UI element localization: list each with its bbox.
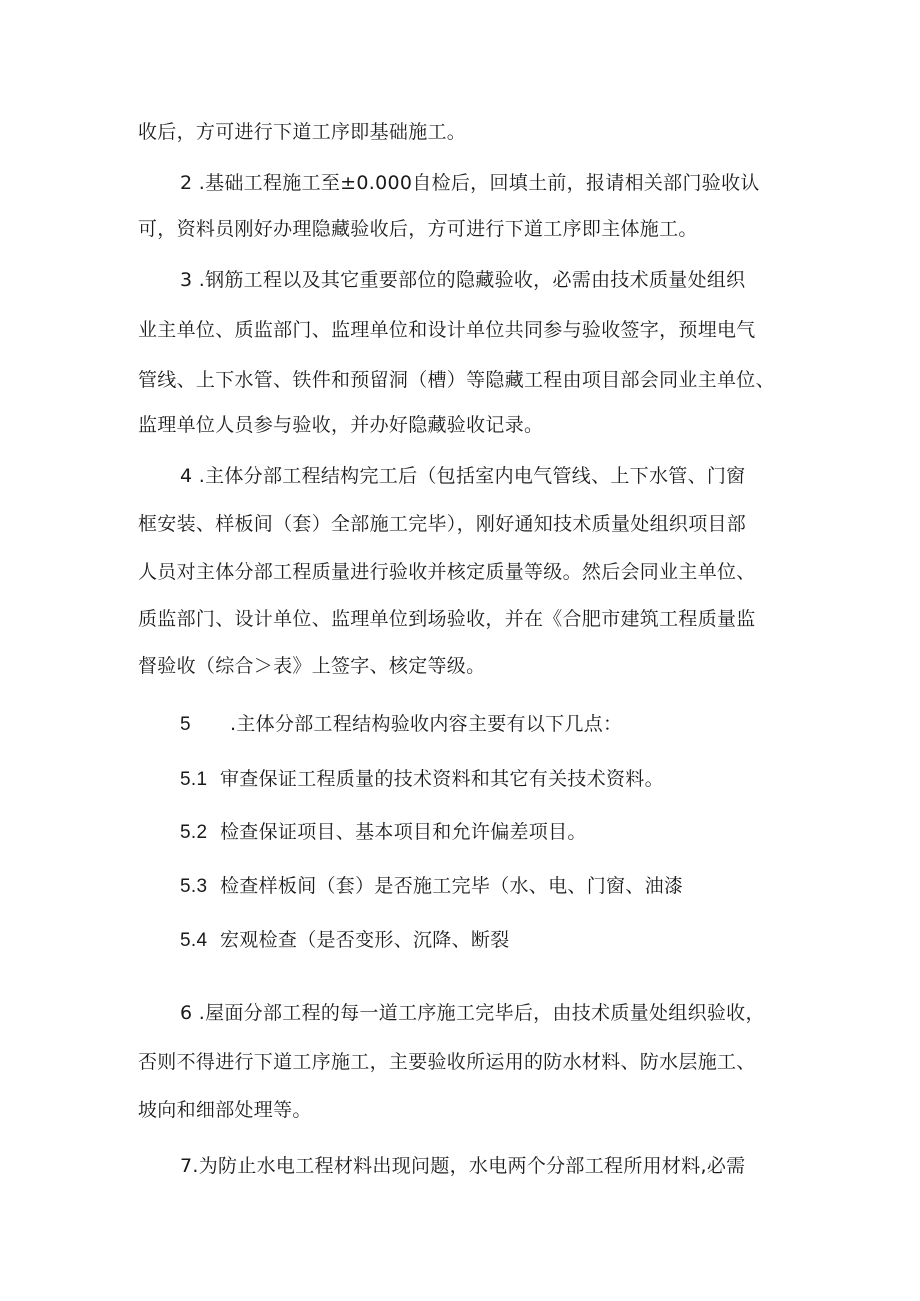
subitem-number: 5.1 [180,769,208,790]
paragraph-line: 监理单位人员参与验收，并办好隐藏验收记录。 [138,414,544,436]
subitem-number: 5.3 [180,876,208,897]
subitem-line [180,874,683,899]
subitem-line [180,928,510,953]
paragraph-line: 6 .屋面分部工程的每一道工序施工完毕后，由技术质量处组织验收， [180,1002,765,1024]
paragraph-line: 2 .基础工程施工至±0.000自检后，回填土前，报请相关部门验收认 [180,172,760,194]
paragraph-line: 可，资料员刚好办理隐藏验收后，方可进行下道工序即主体施工。 [138,218,698,240]
subitem-text: 审查保证工程质量的技术资料和其它有关技术资料。 [220,768,664,790]
paragraph-line: 管线、上下水管、铁件和预留洞（槽）等隐藏工程由项目部会同业主单位、 [138,369,775,391]
paragraph-line: 3 .钢筋工程以及其它重要部位的隐藏验收，必需由技术质量处组织 [180,269,746,291]
subitem-number: 5.2 [180,822,208,843]
paragraph-line: 框安装、样板间（套）全部施工完毕），刚好通知技术质量处组织项目部 [138,513,747,535]
item-text: .主体分部工程结构验收内容主要有以下几点： [230,713,623,735]
subitem-line [180,820,587,845]
paragraph-line: 收后，方可进行下道工序即基础施工。 [138,121,467,143]
subitem-text: 宏观检查（是否变形、沉降、断裂 [220,929,510,951]
paragraph-line: 质监部门、设计单位、监理单位到场验收，并在《合肥市建筑工程质量监 [138,608,756,630]
paragraph-line: 业主单位、质监部门、监理单位和设计单位共同参与验收签字，预埋电气 [138,319,756,341]
subitem-number: 5.4 [180,930,208,951]
item-5-line [180,712,622,737]
paragraph-line: 否则不得进行下道工序施工，主要验收所运用的防水材料、防水层施工、 [138,1051,756,1073]
paragraph-line: 督验收（综合＞表》上签字、核定等级。 [138,655,486,677]
paragraph-line: 4 .主体分部工程结构完工后（包括室内电气管线、上下水管、门窗 [180,465,746,487]
subitem-text: 检查保证项目、基本项目和允许偏差项目。 [220,821,587,843]
subitem-line [180,767,664,792]
paragraph-line: 人员对主体分部工程质量进行验收并核定质量等级。然后会同业主单位、 [138,561,756,583]
subitem-text: 检查样板间（套）是否施工完毕（水、电、门窗、油漆 [220,875,684,897]
paragraph-line: 7.为防止水电工程材料出现问题，水电两个分部工程所用材料,必需 [180,1155,746,1177]
item-number: 5 [180,714,191,735]
paragraph-line: 坡向和细部处理等。 [138,1099,312,1121]
